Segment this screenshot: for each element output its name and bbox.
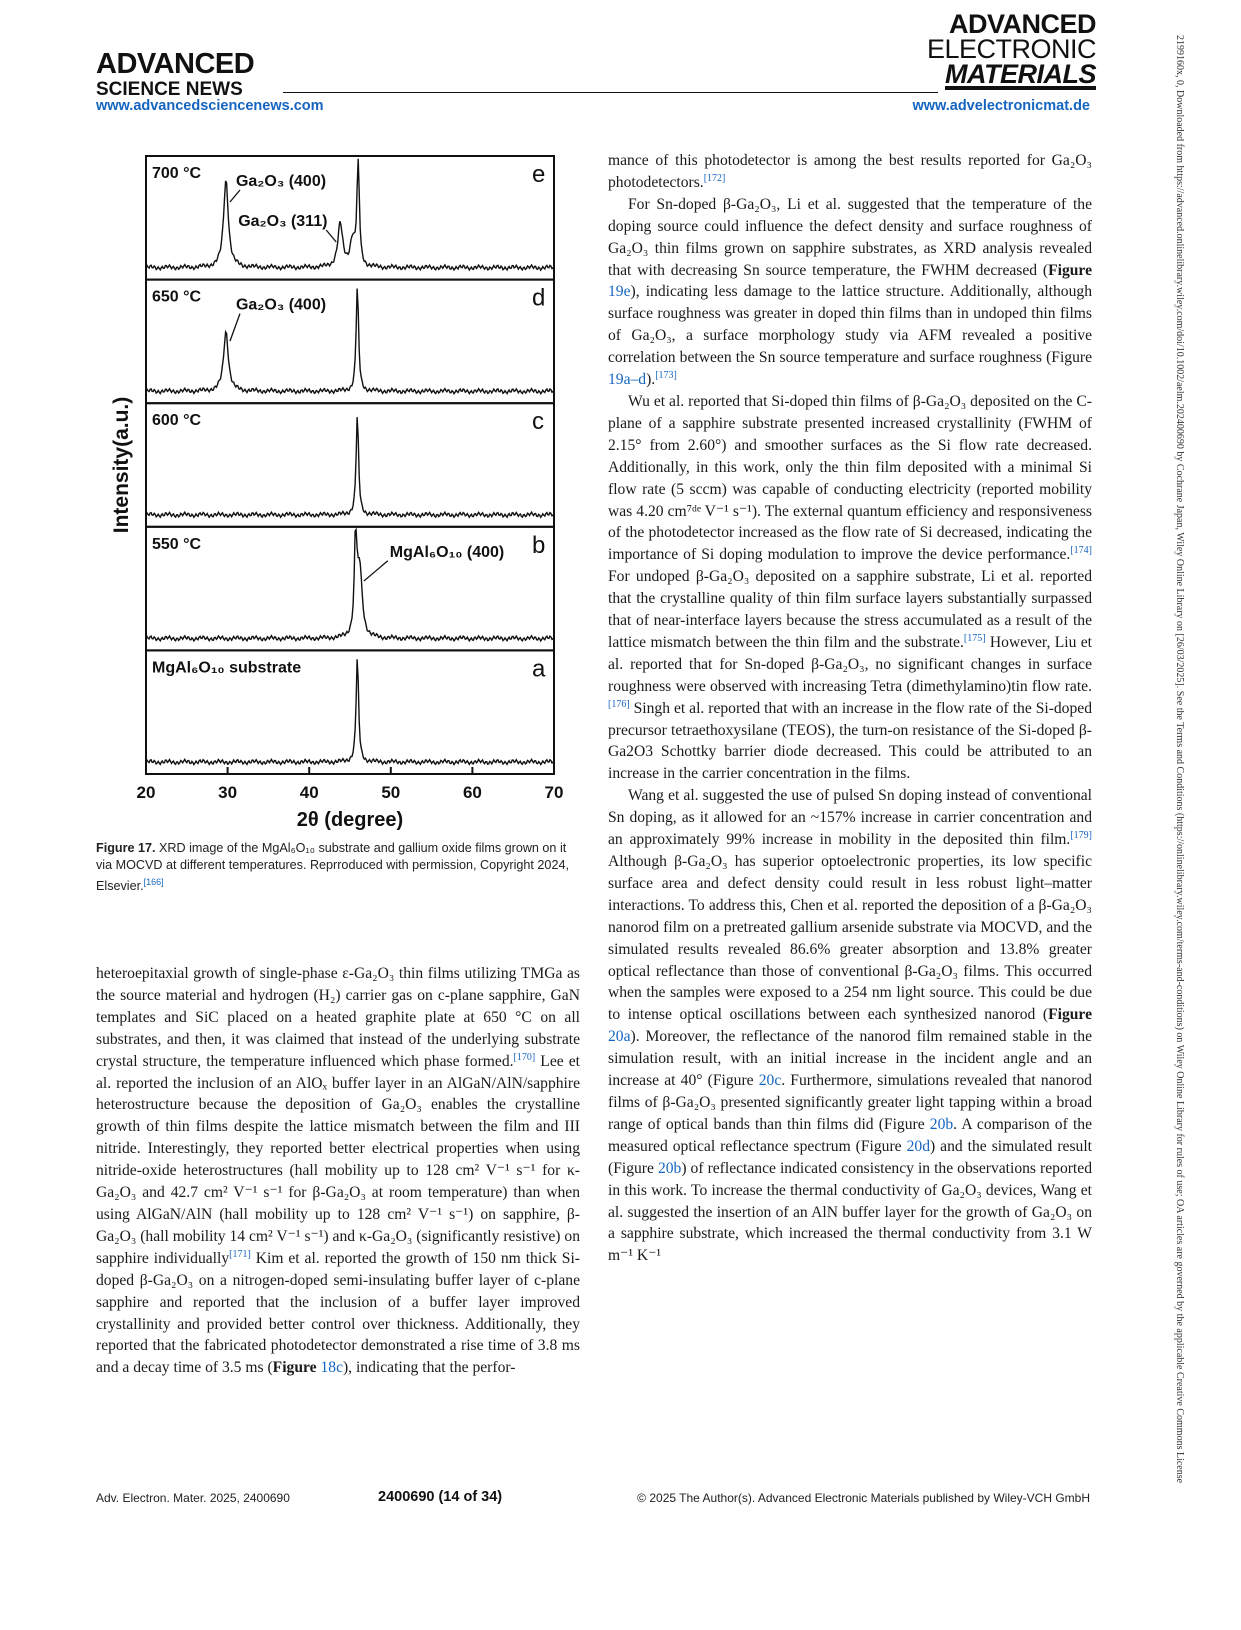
peak-annotation: Ga₂O₃ (400): [235, 173, 327, 190]
figure-caption: [96, 840, 580, 895]
text-run: For undoped β-Ga₂O₃ deposited on a sapphire substrate, Li et al. reported that the crystalline quality of thin film surface layers substantially surpassed that of near-interface layers because the stress accumulated as a result of the lattice mismatch between the thin film and the substrate.: [608, 568, 1092, 651]
text-run: For Sn-doped β-Ga₂O₃, Li et al. suggested that the temperature of the doping source could influence the defect density and surface roughness of Ga₂O₃ thin films grown on sapphire substrates, as XRD analysis revealed that with decreasing Sn source temperature, the FWHM decreased (: [608, 195, 1092, 279]
figure-link[interactable]: 20c: [758, 1072, 782, 1090]
xrd-chart: [96, 150, 576, 830]
publisher-site-link[interactable]: www.advancedsciencenews.com: [96, 98, 324, 114]
x-tick-label: 20: [136, 783, 156, 802]
text-run: . A comparison of the measured optical reflectance spectrum (Figure: [608, 1115, 1093, 1155]
journal-logo: [96, 50, 254, 99]
text-run: heteroepitaxial growth of single-phase ε-Ga₂O₃ thin films utilizing TMGa as the source material and hydrogen (H₂) carrier gas on c-plane sapphire, GaN templates and SiC placed on a heated graphite plate at 650 °C on all substrates, and then, it was claimed that instead of the underlying substrate crystal structure, the temperature influenced which phase formed.: [96, 965, 580, 1070]
panel-letter: a: [532, 655, 546, 683]
text-run: ), indicating less damage to the lattice structure. Additionally, although surface roughness was greater in doped thin films than in undoped thin films of Ga₂O₃, a surface morphology study via AFM revealed a positive correlation between the Sn source temperature and surface roughness (Figure: [608, 283, 1092, 367]
citation-ref[interactable]: [171]: [229, 1248, 251, 1260]
footer-page-number: 2400690 (14 of 34): [378, 1489, 503, 1505]
y-axis-label: Intensity(a.u.): [110, 396, 133, 534]
panel-temperature-label: 600 °C: [152, 412, 202, 430]
x-tick-label: 50: [381, 783, 401, 802]
text-run: ).: [646, 371, 656, 389]
series-line: [146, 159, 554, 270]
text-run: ), indicating that the perfor-: [342, 1359, 516, 1377]
text-run: Although β-Ga₂O₃ has superior optoelectronic properties, its low specific surface area and defect density could result in less robust light–matter interactions. To address this, Chen et al. reported the deposition of a β-Ga₂O₃ nanorod film on a pretreated gallium arsenide substrate via MOCVD, and the simulated results revealed 86.6% greater absorption and 13.8% greater optical reflectance than those of conventional β-Ga₂O₃ films. This occurred when the samples were exposed to a 254 nm light source. This could be due to intense optical oscillations between each synthesized nanorod (: [608, 853, 1092, 1024]
citation-ref[interactable]: [174]: [1070, 545, 1092, 557]
aem-logo-line1: ADVANCED: [948, 9, 1096, 39]
x-axis-label: 2θ (degree): [296, 809, 404, 830]
annotation-arrow: [230, 314, 240, 342]
text-run: mance of this photodetector is among the best results reported for Ga₂O₃ photodetectors.: [608, 152, 1092, 191]
text-run: However, Liu et al. reported that for Sn-doped β-Ga₂O₃, no significant changes in surface roughness were observed with increasing Tetra (dimethylamino)tin flow rate.: [608, 633, 1093, 695]
figure-link[interactable]: 20d: [906, 1137, 930, 1155]
caption-ref[interactable]: [166]: [143, 877, 164, 887]
citation-ref[interactable]: [176]: [608, 698, 630, 710]
figure-link[interactable]: 19a–d: [608, 371, 647, 389]
x-tick-label: 30: [218, 783, 238, 802]
header-rule: [283, 92, 938, 93]
figure-ref-label: Figure: [1048, 261, 1092, 279]
left-column: [96, 963, 580, 1379]
panel-letter: d: [532, 284, 546, 312]
text-run: ). Moreover, the reflectance of the nanorod film remained stable in the simulation result, with an initial increase in the incident angle and an increase at 40° (Figure: [608, 1028, 1092, 1090]
footer-copyright: © 2025 The Author(s). Advanced Electronic Materials published by Wiley-VCH GmbH: [637, 1491, 1090, 1505]
text-run: Wu et al. reported that Si-doped thin films of β-Ga₂O₃ deposited on the C-plane of a sapphire substrate presented increased crystallinity (FWHM of 2.15° from 2.60°) and smoother surfaces as the Si flow rate decreased. Additionally, in this work, only the thin film deposited with a minimal Si flow rate (5 sccm) was capable of conducting electricity (reported mobility was 4.20 cm⁷ᵈᵉ V⁻¹ s⁻¹). The external quantum efficiency and responsiveness of the photodetector increased as the flow rate of Si decreased, indicating the importance of Si doping modulation to improve the device performance.: [608, 392, 1092, 564]
peak-annotation: Ga₂O₃ (400): [235, 296, 327, 314]
paragraph: [608, 391, 1092, 785]
journal-logo-line2: SCIENCE NEWS: [96, 79, 243, 100]
journal-site-link[interactable]: www.advelectronicmat.de: [912, 98, 1090, 114]
figure-link[interactable]: 20b: [929, 1115, 954, 1133]
text-run: ) and the simulated result (Figure: [608, 1137, 1092, 1177]
citation-ref[interactable]: [173]: [655, 369, 677, 381]
annotation-arrow: [230, 190, 240, 202]
figure-link[interactable]: 19e: [608, 283, 631, 301]
citation-ref[interactable]: [179]: [1070, 829, 1092, 841]
citation-ref[interactable]: [170]: [513, 1051, 536, 1063]
figure-ref-label: Figure: [272, 1359, 321, 1377]
citation-ref[interactable]: [175]: [963, 632, 986, 644]
x-tick-label: 40: [299, 783, 319, 802]
text-run: Wang et al. suggested the use of pulsed Sn doping instead of conventional Sn doping, as it allowed for an ~157% increase in carrier concentration and an approximately 99% increase in mobility in the deposited thin film.: [608, 787, 1092, 849]
page-footer: [96, 1491, 1090, 1511]
text-run: Lee et al. reported the inclusion of an AlOₓ buffer layer in an AlGaN/AlN/sapphire heterostructure because the deposition of Ga₂O₃ enables the crystalline growth of thin films despite the lattice mismatch between the film and III nitride. Interestingly, they reported better electrical properties when using nitride-oxide heterostructures (hall mobility up to 128 cm² V⁻¹ s⁻¹ for κ-Ga₂O₃ and 42.7 cm² V⁻¹ s⁻¹ for β-Ga₂O₃ at room temperature) than when using AlGaN/AlN (hall mobility up to 128 cm² V⁻¹ s⁻¹) on sapphire, β-Ga₂O₃ (hall mobility 14 cm² V⁻¹ s⁻¹) and κ-Ga₂O₃ (significantly resistive) on sapphire individually: [96, 1052, 581, 1267]
series-line: [146, 417, 554, 517]
caption-text: XRD image of the MgAl₆O₁₀ substrate and gallium oxide films grown on it via MOCVD at different temperatures. Reprroduced with permission, Copyright 2024, Elsevier.: [96, 841, 569, 894]
paragraph: [608, 194, 1092, 391]
aem-logo-line2: ELECTRONIC: [926, 33, 1096, 64]
figure-ref-label: Figure: [1048, 1006, 1092, 1024]
text-run: . Furthermore, simulations revealed that nanorod films of β-Ga₂O₃ presented significantly greater light tapping within a broad range of optical bands than thin films did (Figure: [608, 1072, 1092, 1133]
text-run: Singh et al. reported that with an increase in the flow rate of the Si-doped precursor tetraethoxysilane (TEOS), the turn-on resistance of the Si-doped β-Ga2O3 Schottky barrier diode decreased. This could be attributed to an increase in the carrier concentration in the films.: [608, 699, 1092, 783]
chart-panel: [146, 280, 554, 404]
x-tick-label: 60: [462, 783, 482, 802]
figure-link[interactable]: 18c: [320, 1359, 343, 1377]
series-line: [146, 289, 554, 394]
figure-17: [96, 150, 576, 830]
peak-annotation: Ga₂O₃ (311): [238, 213, 328, 230]
x-tick-label: 70: [544, 783, 564, 802]
figure-link[interactable]: 20b: [657, 1159, 682, 1177]
paragraph: [608, 150, 1092, 194]
figure-link[interactable]: 20a: [608, 1028, 631, 1046]
panel-temperature-label: 700 °C: [152, 165, 202, 182]
text-run: Kim et al. reported the growth of 150 nm thick Si-doped β-Ga₂O₃ on a nitrogen-doped semi-insulating buffer layer of c-plane sapphire and reported that the inclusion of a buffer layer improved crystallinity and provided better control over thickness. Additionally, they reported that the fabricated photodetector demonstrated a rise time of 3.8 ms and a decay time of 3.5 ms (: [96, 1249, 581, 1377]
panel-temperature-label: 650 °C: [152, 288, 202, 306]
right-column: [608, 150, 1092, 1267]
panel-letter: e: [532, 161, 546, 188]
panel-letter: c: [532, 408, 544, 436]
citation-ref[interactable]: [172]: [703, 172, 726, 184]
paragraph: [608, 785, 1092, 1267]
text-run: ) of reflectance indicated consistency in the observations reported in this work. To increase the thermal conductivity of Ga₂O₃ devices, Wang et al. suggested the insertion of an AlN buffer layer for the growth of Ga₂O₃ on a sapphire substrate, which increased the thermal conductivity from 3.1 W m⁻¹ K⁻¹: [608, 1159, 1092, 1265]
aem-logo-line3: MATERIALS: [945, 58, 1096, 89]
caption-label: Figure 17.: [96, 841, 156, 855]
chart-panel: [146, 156, 554, 280]
annotation-arrow: [326, 230, 336, 242]
annotation-arrow: [364, 561, 388, 581]
chart-panel: [146, 403, 554, 527]
download-notice: 2199160x, 0, Downloaded from https://advanced.onlinelibrary.wiley.com/doi/10.1002/aelm.202400690 by Cochrane Japan, Wiley Online Library on [26/03/2025]. See the Terms and Conditions (https://onlinelibrary.wiley.com/terms-and-conditions) on Wiley Online Library for rules of use; OA articles are governed by the applicable Creative Commons License: [1174, 35, 1185, 1484]
panel-temperature-label: 550 °C: [152, 535, 202, 553]
journal-logo-line1: ADVANCED: [96, 48, 255, 80]
panel-letter: b: [532, 531, 546, 559]
footer-citation: Adv. Electron. Mater. 2025, 2400690: [96, 1491, 290, 1505]
aem-logo: [926, 9, 1096, 90]
paragraph: [96, 963, 580, 1379]
panel-temperature-label: MgAl₆O₁₀ substrate: [152, 659, 302, 677]
peak-annotation: MgAl₆O₁₀ (400): [389, 543, 505, 561]
